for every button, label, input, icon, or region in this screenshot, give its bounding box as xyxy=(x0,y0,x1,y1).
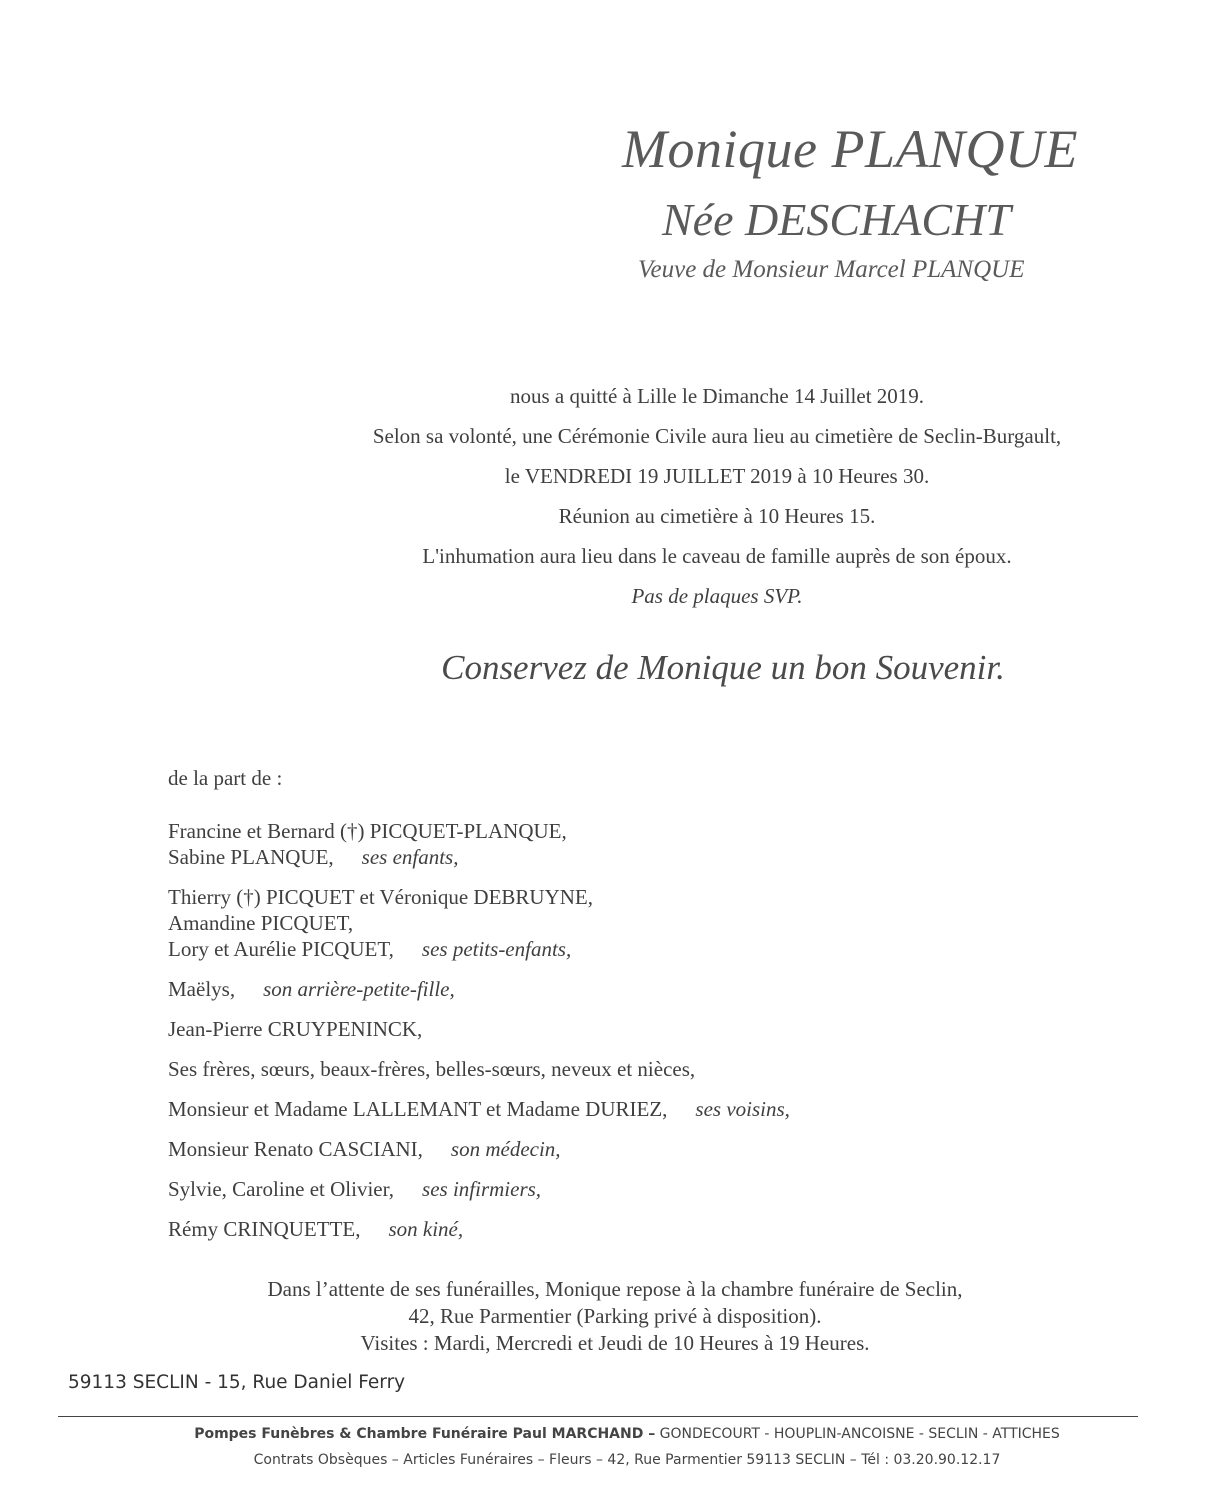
footer-company-line xyxy=(0,1426,1214,1442)
no-plaques-note: Pas de plaques SVP. xyxy=(631,584,803,608)
relationship: ses infirmiers, xyxy=(422,1177,542,1201)
family-group xyxy=(168,1016,790,1042)
family-name: Monsieur et Madame LALLEMANT et Madame DURIEZ, xyxy=(168,1097,668,1121)
family-list xyxy=(168,818,790,1256)
funeral-line: Dans l’attente de ses funérailles, Monique repose à la chambre funéraire de Seclin, xyxy=(267,1277,963,1301)
family-intro: de la part de : xyxy=(168,766,283,790)
family-name: Maëlys, xyxy=(168,977,236,1001)
family-name: Monsieur Renato CASCIANI, xyxy=(168,1137,423,1161)
widow-line: Veuve de Monsieur Marcel PLANQUE xyxy=(638,256,1025,283)
family-line xyxy=(168,1176,790,1202)
deceased-name: Monique PLANQUE xyxy=(622,119,1078,179)
company-name: Pompes Funèbres & Chambre Funéraire Paul MARCHAND – xyxy=(194,1426,656,1442)
family-line xyxy=(168,1136,790,1162)
footer-divider xyxy=(58,1416,1138,1417)
footer-services-line: Contrats Obsèques – Articles Funéraires – Fleurs – 42, Rue Parmentier 59113 SECLIN – Tél : 03.20.90.12.17 xyxy=(253,1452,1001,1468)
relationship: ses petits-enfants, xyxy=(421,937,572,961)
family-group-nurses xyxy=(168,1176,790,1202)
family-name: Sabine PLANQUE, xyxy=(168,845,334,869)
relationship: son arrière-petite-fille, xyxy=(263,977,455,1001)
maiden-name: Née DESCHACHT xyxy=(662,194,1011,245)
family-line xyxy=(168,936,790,962)
family-line xyxy=(168,844,790,870)
family-group-great-grandchild xyxy=(168,976,790,1002)
announcement-block xyxy=(300,381,1134,621)
funeral-line: Visites : Mardi, Mercredi et Jeudi de 10 Heures à 19 Heures. xyxy=(360,1331,870,1355)
announcement-line: Réunion au cimetière à 10 Heures 15. xyxy=(558,504,876,528)
relationship: ses enfants, xyxy=(361,845,459,869)
souvenir-line: Conservez de Monique un bon Souvenir. xyxy=(441,648,1005,687)
family-group-siblings xyxy=(168,1056,790,1082)
family-line: Thierry (†) PICQUET et Véronique DEBRUYNE, xyxy=(168,885,593,909)
family-line xyxy=(168,976,790,1002)
company-towns: GONDECOURT - HOUPLIN-ANCOISNE - SECLIN - ATTICHES xyxy=(655,1426,1060,1442)
announcement-line: le VENDREDI 19 JUILLET 2019 à 10 Heures 30. xyxy=(504,464,930,488)
family-line xyxy=(168,1216,790,1242)
family-group-doctor xyxy=(168,1136,790,1162)
announcement-line: L'inhumation aura lieu dans le caveau de famille auprès de son époux. xyxy=(422,544,1012,568)
relationship: ses voisins, xyxy=(695,1097,790,1121)
family-group-neighbours xyxy=(168,1096,790,1122)
family-group-physio xyxy=(168,1216,790,1242)
address-line: 59113 SECLIN - 15, Rue Daniel Ferry xyxy=(68,1372,406,1393)
announcement-line: nous a quitté à Lille le Dimanche 14 Juillet 2019. xyxy=(509,384,925,408)
funeral-line: 42, Rue Parmentier (Parking privé à disposition). xyxy=(408,1304,822,1328)
family-line: Amandine PICQUET, xyxy=(168,911,354,935)
family-name: Rémy CRINQUETTE, xyxy=(168,1217,361,1241)
family-group-children xyxy=(168,818,790,870)
family-line: Jean-Pierre CRUYPENINCK, xyxy=(168,1017,423,1041)
relationship: son kiné, xyxy=(388,1217,464,1241)
announcement-line: Selon sa volonté, une Cérémonie Civile aura lieu au cimetière de Seclin-Burgault, xyxy=(372,424,1062,448)
relationship: son médecin, xyxy=(450,1137,561,1161)
family-group-grandchildren xyxy=(168,884,790,962)
family-line: Ses frères, sœurs, beaux-frères, belles-sœurs, neveux et nièces, xyxy=(168,1057,696,1081)
family-line xyxy=(168,1096,790,1122)
funeral-info xyxy=(130,1276,1100,1357)
family-line: Francine et Bernard (†) PICQUET-PLANQUE, xyxy=(168,819,567,843)
family-name: Sylvie, Caroline et Olivier, xyxy=(168,1177,395,1201)
family-name: Lory et Aurélie PICQUET, xyxy=(168,937,394,961)
